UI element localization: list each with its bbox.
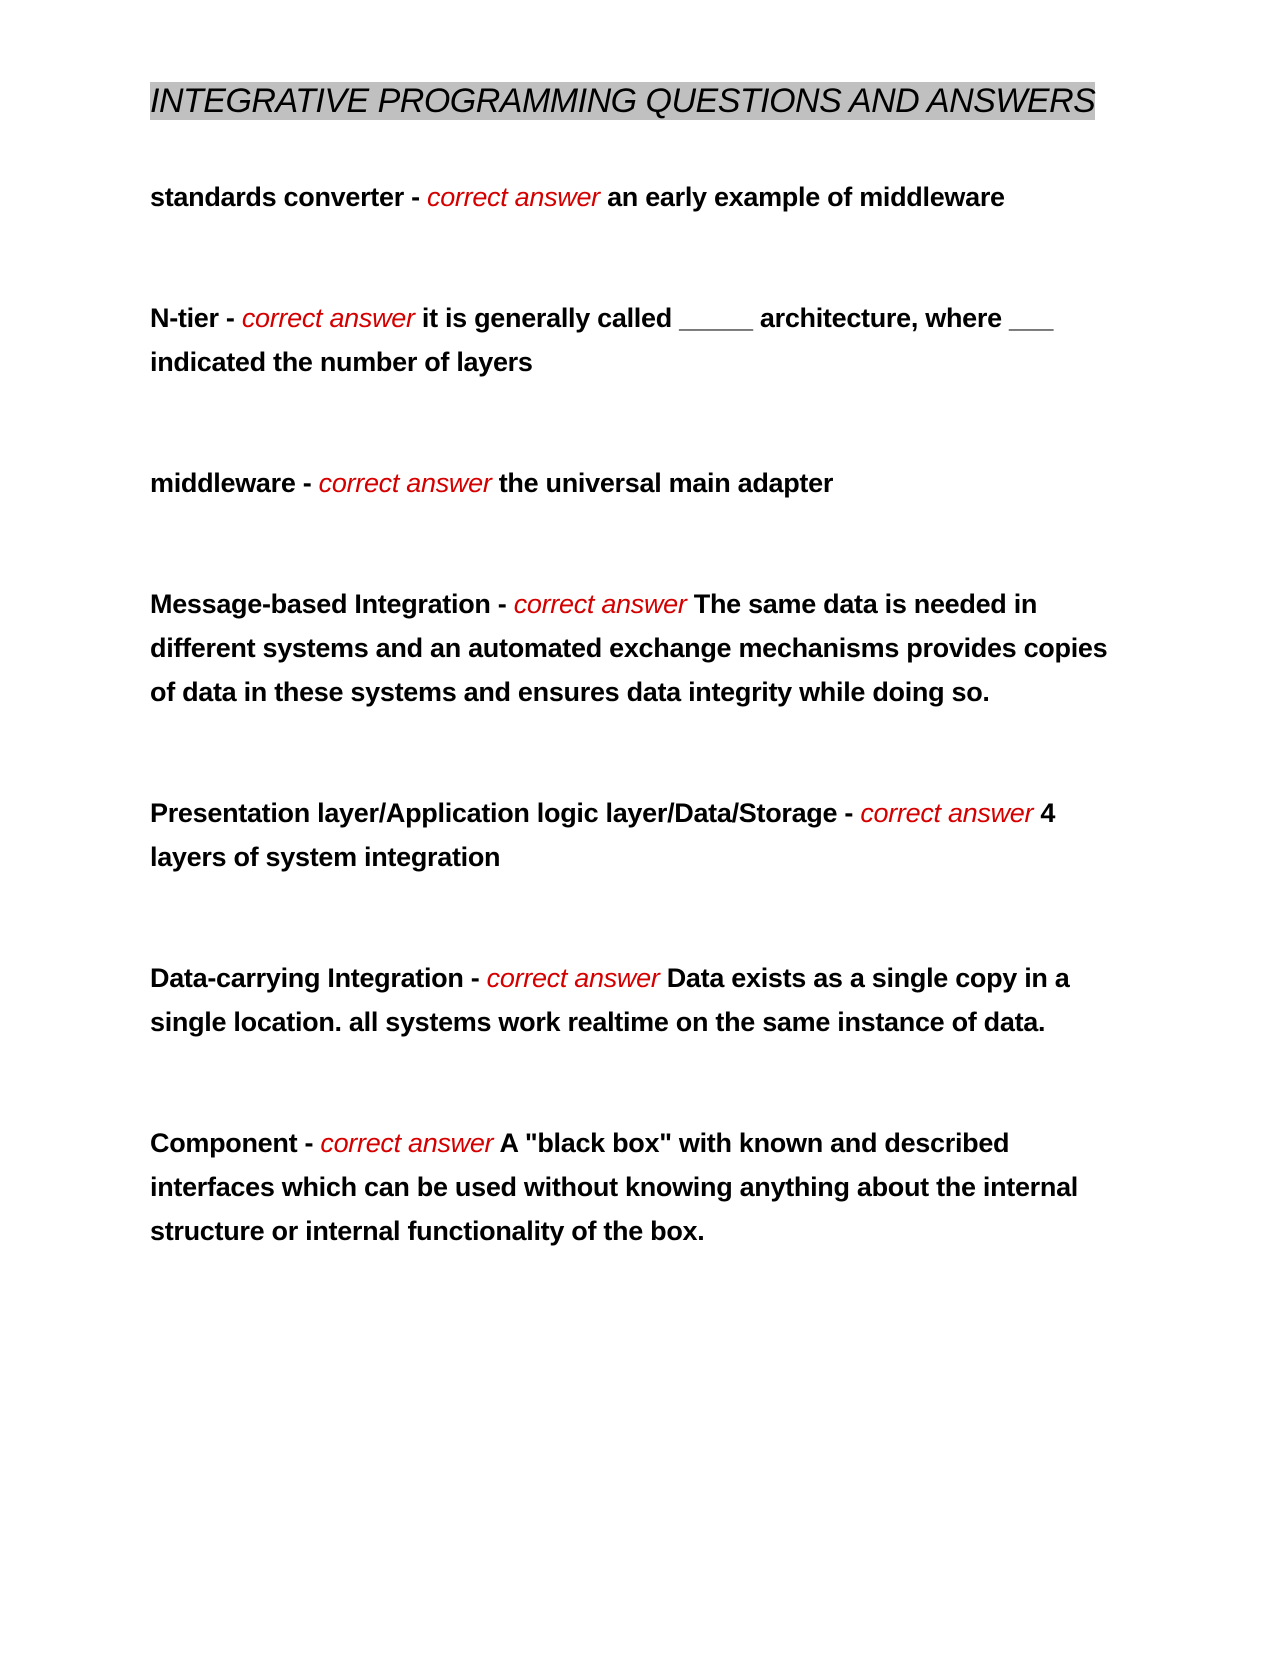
qa-item xyxy=(150,1121,1125,1253)
page-title xyxy=(150,76,1125,127)
correct-answer-label: correct answer xyxy=(241,303,415,333)
qa-separator: - xyxy=(218,303,242,333)
correct-answer-label: correct answer xyxy=(427,182,600,212)
qa-item xyxy=(150,582,1125,714)
qa-separator: - xyxy=(463,963,487,993)
qa-answer: The same data is needed in different systems and an automated exchange mechanisms provides copies of data in these systems and ensures data integrity while doing so. xyxy=(150,589,1108,707)
qa-item xyxy=(150,175,1125,219)
qa-term: standards converter xyxy=(150,182,404,212)
qa-separator: - xyxy=(297,1128,321,1158)
qa-separator: - xyxy=(403,182,428,212)
qa-answer: A "black box" with known and described interfaces which can be used without knowing anything about the internal structure or internal functionality of the box. xyxy=(150,1128,1078,1246)
qa-item xyxy=(150,791,1125,879)
qa-separator: - xyxy=(837,798,861,828)
qa-item xyxy=(150,296,1125,384)
qa-item xyxy=(150,461,1125,505)
title-highlight: INTEGRATIVE PROGRAMMING QUESTIONS AND ANSWERS xyxy=(150,82,1096,120)
qa-item xyxy=(150,956,1125,1044)
qa-answer: an early example of middleware xyxy=(607,182,1005,212)
correct-answer-label: correct answer xyxy=(320,1128,494,1158)
document-page xyxy=(150,76,1125,1330)
qa-term: Data-carrying Integration xyxy=(150,963,464,993)
qa-answer: the universal main adapter xyxy=(498,468,834,498)
qa-term: Message-based Integration xyxy=(150,589,491,619)
qa-term: middleware xyxy=(150,468,296,498)
correct-answer-label: correct answer xyxy=(318,468,492,498)
correct-answer-label: correct answer xyxy=(513,589,687,619)
qa-list xyxy=(150,175,1125,1253)
qa-term: Component xyxy=(150,1128,298,1158)
qa-answer: it is generally called _____ architecture, where ___ indicated the number of layers xyxy=(150,303,1054,377)
qa-answer: 4 layers of system integration xyxy=(150,798,1056,872)
qa-term: N-tier xyxy=(150,303,219,333)
qa-separator: - xyxy=(295,468,319,498)
correct-answer-label: correct answer xyxy=(486,963,660,993)
qa-answer: Data exists as a single copy in a single location. all systems work realtime on the same instance of data. xyxy=(150,963,1070,1037)
correct-answer-label: correct answer xyxy=(860,798,1034,828)
qa-separator: - xyxy=(490,589,514,619)
qa-term: Presentation layer/Application logic layer/Data/Storage xyxy=(150,798,838,828)
